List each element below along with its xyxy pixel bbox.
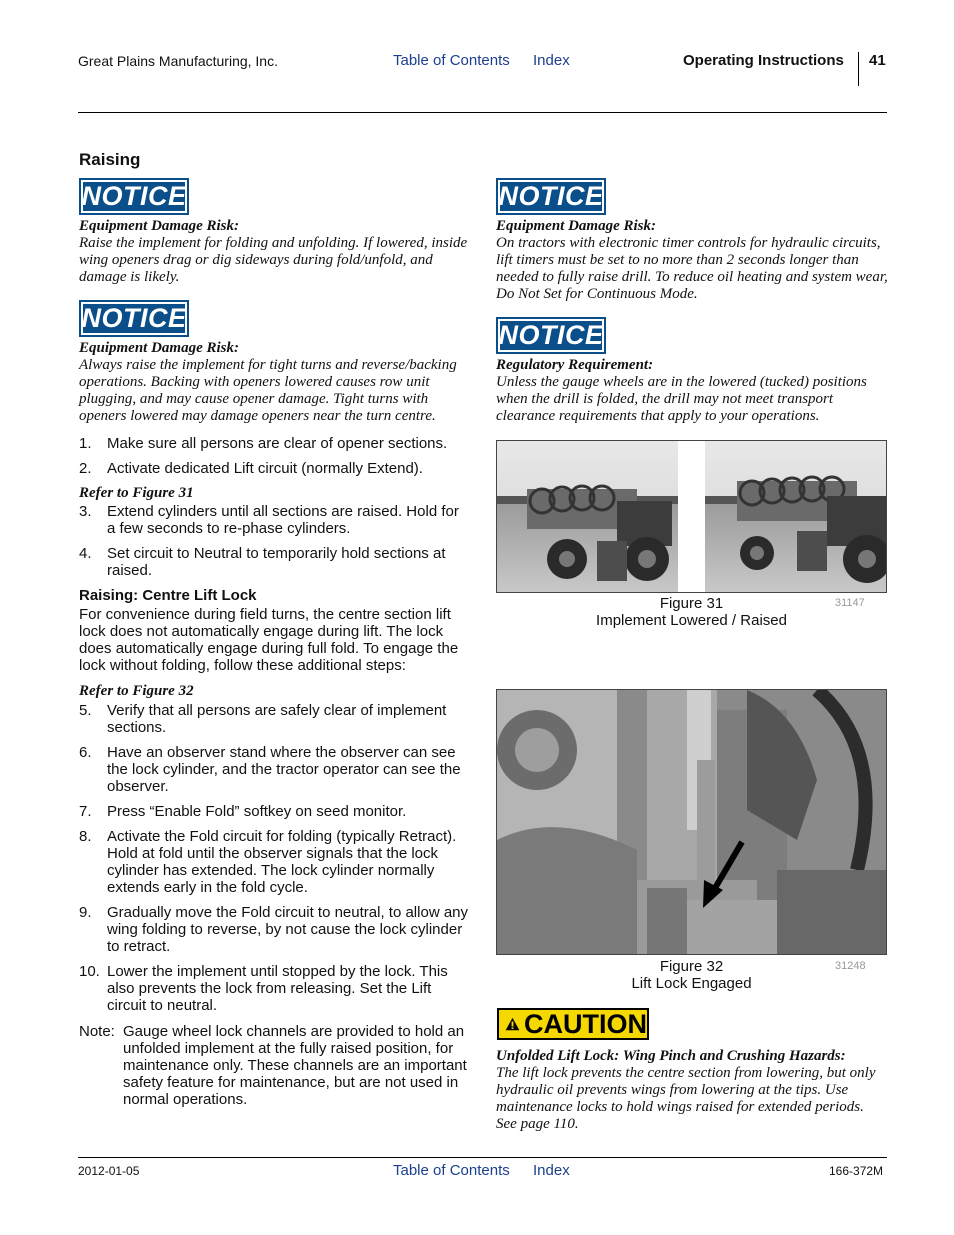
list-item	[79, 828, 471, 904]
step-text: Activate dedicated Lift circuit (normally Extend).	[107, 460, 423, 477]
notice-badge-3: NOTICE	[496, 178, 606, 215]
intro-paragraph: For convenience during field turns, the centre section lift lock does not automatically engage during lift. The lock does automatically engage during full fold. To engage the lock without folding, follow these additional steps:	[79, 606, 459, 674]
notice-badge-2: NOTICE	[79, 300, 189, 337]
toc-link-footer[interactable]: Table of Contents	[393, 1162, 510, 1179]
list-item	[79, 545, 471, 587]
caution-badge	[497, 1008, 649, 1040]
step-number: 7.	[79, 803, 92, 820]
figure-32-caption: Lift Lock Engaged	[631, 975, 752, 992]
list-item	[79, 460, 471, 485]
notice-3-block	[496, 218, 888, 303]
step-number: 9.	[79, 904, 92, 921]
footer-rule	[78, 1157, 887, 1158]
list-item	[79, 503, 471, 545]
figure-32-frame	[496, 689, 887, 955]
notice-4-title: Regulatory Requirement:	[496, 357, 654, 373]
notice-2-block	[79, 340, 471, 425]
step-number: 1.	[79, 435, 92, 452]
step-number: 6.	[79, 744, 92, 761]
note-text: Gauge wheel lock channels are provided to hold an unfolded implement at the fully raised position, for maintenance only. These channels are an important safety feature for maintenance, but are not used in normal operations.	[123, 1023, 467, 1108]
notice-badge-4: NOTICE	[496, 317, 606, 354]
figure-31-code: 31147	[835, 597, 865, 609]
step-list-a	[79, 435, 471, 485]
footer-doc-number: 166-372M	[829, 1164, 884, 1178]
list-item	[79, 904, 471, 963]
caution-block	[496, 1048, 888, 1133]
refer-figure-32: Refer to Figure 32	[79, 683, 194, 699]
figure-31-label: Figure 31	[659, 595, 724, 612]
caution-title: Unfolded Lift Lock: Wing Pinch and Crushing Hazards:	[496, 1048, 846, 1064]
figure-32-photo	[497, 690, 886, 954]
notice-2-title: Equipment Damage Risk:	[79, 340, 240, 356]
step-text: Press “Enable Fold” softkey on seed monitor.	[107, 803, 407, 820]
step-text: Have an observer stand where the observer can see the lock cylinder, and the tractor operator can see the observer.	[107, 744, 461, 795]
step-number: 3.	[79, 503, 92, 520]
warning-triangle-icon	[505, 1013, 520, 1035]
list-item	[79, 803, 471, 828]
caution-text: The lift lock prevents the centre section from lowering, but only hydraulic oil prevents wings from lowering at the tips. Use maintenance locks to hold wings raised for extended periods. See page 110.	[496, 1065, 876, 1132]
notice-2-text: Always raise the implement for tight turns and reverse/backing operations. Backing with openers lowered causes row unit plugging, and may cause opener damage. Tight turns with openers lowered may damage openers near the turn centre.	[79, 357, 457, 424]
notice-3-text: On tractors with electronic timer controls for hydraulic circuits, lift timers must be set to no more than 2 seconds longer than needed to fully raise drill. To reduce oil heating and system wear, Do Not Set for Continuous Mode.	[496, 235, 888, 302]
figure-32-code: 31248	[835, 960, 866, 972]
notice-1-block	[79, 218, 471, 286]
notice-badge-1: NOTICE	[79, 178, 189, 215]
step-text: Extend cylinders until all sections are raised. Hold for a few seconds to re-phase cylinders.	[107, 503, 459, 537]
notice-1-title: Equipment Damage Risk:	[79, 218, 240, 234]
figure-31-caption: Implement Lowered / Raised	[596, 612, 787, 629]
figure-31-photo	[497, 441, 886, 592]
list-item	[79, 744, 471, 803]
index-link-footer[interactable]: Index	[533, 1162, 570, 1179]
notice-4-block	[496, 357, 888, 425]
caution-label: CAUTION	[524, 1009, 647, 1039]
step-number: 4.	[79, 545, 92, 562]
header-divider	[858, 52, 859, 86]
subheading: Raising: Centre Lift Lock	[79, 587, 257, 604]
list-item	[79, 435, 471, 460]
step-list-c	[79, 702, 471, 1022]
header-rule	[78, 112, 887, 113]
section-title: Operating Instructions	[683, 52, 844, 69]
step-text: Make sure all persons are clear of opener sections.	[107, 435, 448, 452]
step-number: 8.	[79, 828, 92, 845]
company-name: Great Plains Manufacturing, Inc.	[78, 53, 278, 69]
step-number: 2.	[79, 460, 92, 477]
step-text: Lower the implement until stopped by the lock. This also prevents the lock from releasing. Set the Lift circuit to neutral.	[107, 963, 448, 1014]
list-item	[79, 963, 471, 1022]
list-item	[79, 702, 471, 744]
notice-3-title: Equipment Damage Risk:	[496, 218, 657, 234]
step-text: Set circuit to Neutral to temporarily hold sections at raised.	[107, 545, 446, 579]
figure-31-frame	[496, 440, 887, 593]
footer-date: 2012-01-05	[78, 1164, 140, 1178]
step-number: 5.	[79, 702, 92, 719]
refer-figure-31: Refer to Figure 31	[79, 485, 194, 501]
figure-32-label: Figure 32	[659, 958, 724, 975]
section-heading: Raising	[79, 150, 141, 169]
step-text: Gradually move the Fold circuit to neutral, to allow any wing folding to reverse, by not cause the lock cylinder to retract.	[107, 904, 469, 955]
index-link-header[interactable]: Index	[533, 52, 570, 69]
page-number: 41	[869, 52, 886, 69]
step-text: Verify that all persons are safely clear of implement sections.	[107, 702, 447, 736]
step-number: 10.	[79, 963, 100, 980]
notice-1-text: Raise the implement for folding and unfolding. If lowered, inside wing openers drag or dig sideways during fold/unfold, and damage is likely.	[79, 235, 468, 285]
step-list-b	[79, 503, 471, 587]
note-label: Note:	[79, 1023, 115, 1040]
notice-4-text: Unless the gauge wheels are in the lowered (tucked) positions when the drill is folded, the drill may not meet transport clearance requirements that apply to your operations.	[496, 374, 867, 424]
toc-link-header[interactable]: Table of Contents	[393, 52, 510, 69]
step-text: Activate the Fold circuit for folding (typically Retract). Hold at fold until the observer signals that the lock cylinder has extended. The lock cylinder normally extends early in the fold cycle.	[107, 828, 457, 896]
